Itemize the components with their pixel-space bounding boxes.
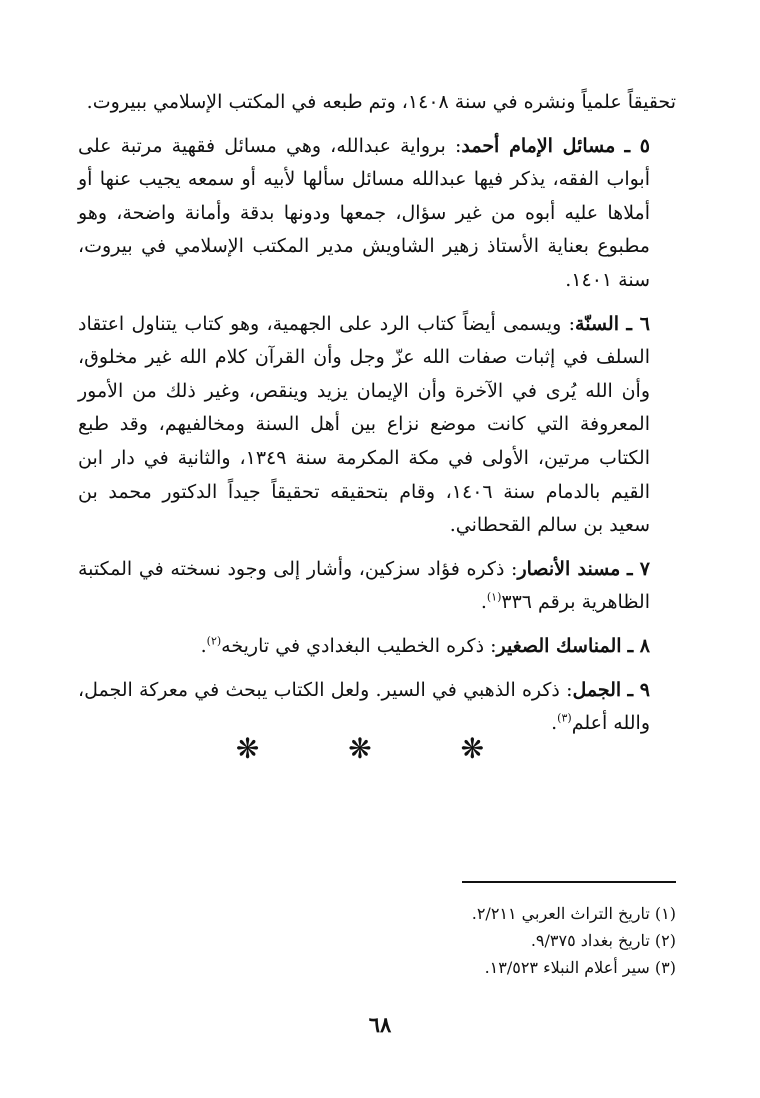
main-text [78, 86, 676, 751]
item-text: : ذكره الخطيب البغدادي في تاريخه [221, 634, 497, 657]
paragraph-continuation [78, 86, 676, 120]
item-title: مسند الأنصار [517, 557, 621, 580]
item-number: ٨ ـ [627, 634, 650, 657]
item-title: مسائل الإمام أحمد [461, 134, 616, 157]
section-separator: ❋ ❋ ❋ [235, 732, 525, 765]
footnote-ref[interactable]: (٣) [557, 711, 572, 725]
item-number: ٦ ـ [626, 312, 651, 335]
footnotes [76, 900, 676, 981]
item-text: : ذكره فؤاد سزكين، وأشار إلى وجود نسخته في المكتبة الظاهرية برقم ٣٣٦ [78, 557, 650, 614]
item-end: . [200, 634, 207, 657]
footnote-3: (٣) سير أعلام النبلاء ١٣/٥٢٣. [484, 958, 676, 977]
item-title: السنّة [575, 312, 619, 335]
item-5 [78, 130, 676, 298]
item-number: ٧ ـ [626, 557, 650, 580]
item-text: : برواية عبدالله، وهي مسائل فقهية مرتبة على أبواب الفقه، يذكر فيها عبدالله مسائل سألها لأبيه أو سمعه يجيب عنها أو أملاها عليه أبوه من غير سؤال، جمعها ودونها بدقة وأمانة واضحة، وهو مطبوع بعناية الأستاذ زهير الشاويش مدير المكتب الإسلامي في بيروت، سنة ١٤٠١. [78, 134, 650, 291]
item-title: المناسك الصغير [496, 634, 622, 657]
item-end: . [480, 591, 487, 614]
item-7 [78, 553, 676, 620]
item-title: الجمل [572, 678, 622, 701]
item-number: ٥ ـ [624, 134, 650, 157]
item-number: ٩ ـ [627, 678, 651, 701]
item-text: : ويسمى أيضاً كتاب الرد على الجهمية، وهو كتاب يتناول اعتقاد السلف في إثبات صفات الله عزّ وجل وأن القرآن كلام الله غير مخلوق، وأن الله يُرى في الآخرة وأن الإيمان يزيد وينقص، وغير ذلك من الأمور المعروفة التي كانت موضع نزاع بين أهل السنة ومخالفيهم، وقد طبع الكتاب مرتين، الأولى في مكة المكرمة سنة ١٣٤٩، والثانية في دار ابن القيم بالدمام سنة ١٤٠٦، وقام بتحقيقه تحقيقاً جيداً الدكتور محمد بن سعيد بن سالم القحطاني. [78, 312, 650, 537]
item-text: : ذكره الذهبي في السير. ولعل الكتاب يبحث في معركة الجمل، والله أعلم [78, 678, 650, 735]
item-9 [78, 674, 676, 741]
footnote-ref[interactable]: (٢) [206, 634, 222, 648]
item-end: . [551, 712, 558, 735]
page-number: ٦٨ [368, 1012, 392, 1037]
item-6 [78, 308, 676, 543]
footnote-divider [462, 881, 676, 883]
footnote-1: (١) تاريخ التراث العربي ٢/٢١١. [471, 904, 676, 923]
footnote-2: (٢) تاريخ بغداد ٩/٣٧٥. [530, 931, 676, 950]
paragraph-text: تحقيقاً علمياً ونشره في سنة ١٤٠٨، وتم طبعه في المكتب الإسلامي ببيروت. [86, 91, 676, 113]
item-8 [78, 630, 676, 664]
footnote-ref[interactable]: (١) [486, 590, 502, 604]
